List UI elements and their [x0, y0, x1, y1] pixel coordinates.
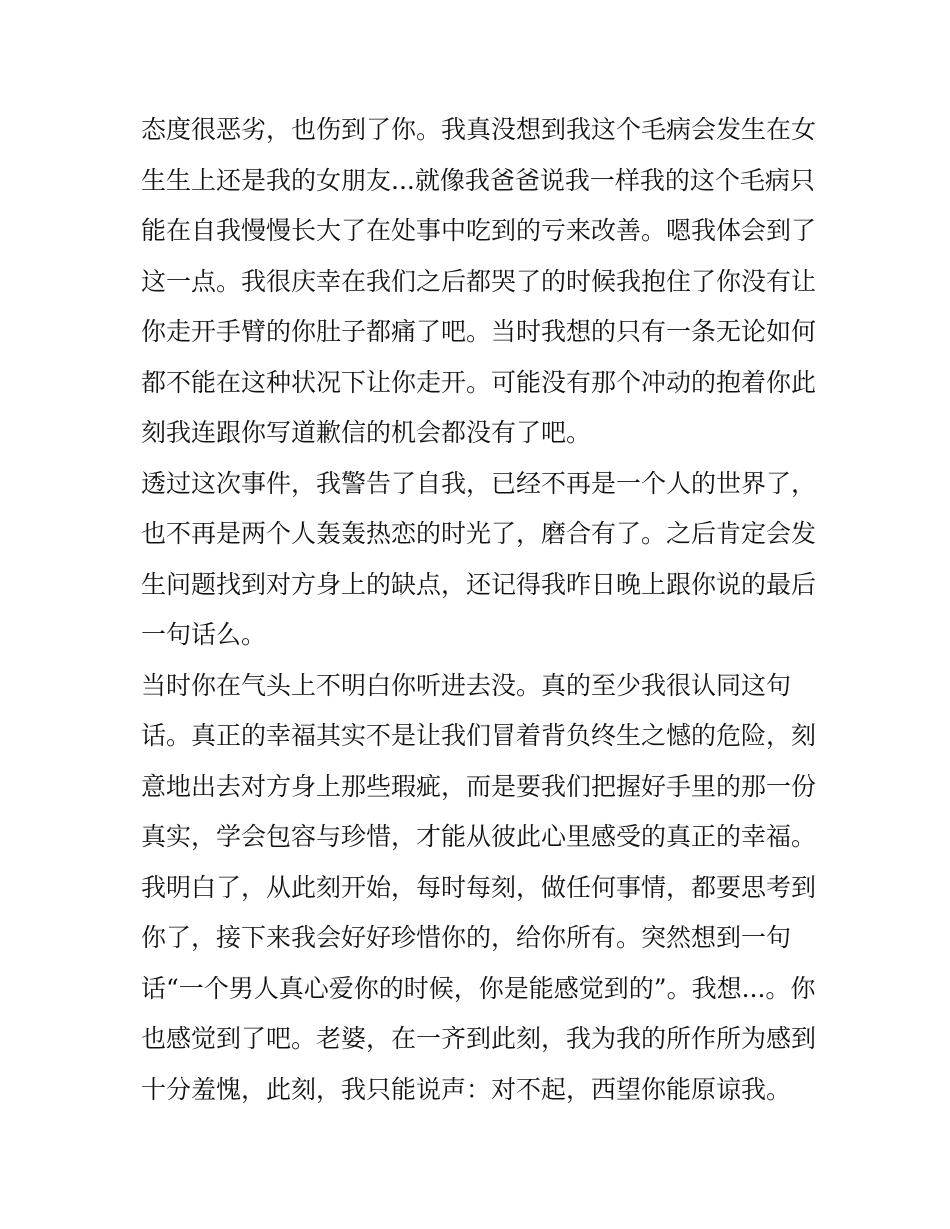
text-line-20: 十分羞愧，此刻，我只能说声：对不起，西望你能原谅我。	[141, 1075, 792, 1104]
text-line-16: 我明白了，从此刻开始，每时每刻，做任何事情，都要思考到	[141, 873, 817, 902]
text-line-1: 态度很恶劣，也伤到了你。我真没想到我这个毛病会发生在女	[141, 115, 817, 144]
text-line-9: 也不再是两个人轰轰热恋的时光了，磨合有了。之后肯定会发	[141, 519, 817, 548]
text-line-10: 生问题找到对方身上的缺点，还记得我昨日晚上跟你说的最后	[141, 570, 817, 599]
text-line-12: 当时你在气头上不明白你听进去没。真的至少我很认同这句	[141, 671, 792, 700]
text-line-3: 能在自我慢慢长大了在处事中吃到的亏来改善。嗯我体会到了	[141, 216, 817, 245]
text-line-6: 都不能在这种状况下让你走开。可能没有那个冲动的抱着你此	[141, 368, 817, 397]
text-line-5: 你走开手臂的你肚子都痛了吧。当时我想的只有一条无论如何	[141, 317, 817, 346]
text-line-7: 刻我连跟你写道歉信的机会都没有了吧。	[141, 418, 592, 447]
text-line-19: 也感觉到了吧。老婆，在一齐到此刻，我为我的所作所为感到	[141, 1024, 817, 1053]
text-line-11: 一句话么。	[141, 620, 267, 649]
text-line-2: 生生上还是我的女朋友...就像我爸爸说我一样我的这个毛病只	[141, 166, 815, 195]
text-line-8: 透过这次事件，我警告了自我，已经不再是一个人的世界了，	[141, 469, 817, 498]
text-line-14: 意地出去对方身上那些瑕疵，而是要我们把握好手里的那一份	[141, 772, 817, 801]
text-line-17: 你了，接下来我会好好珍惜你的，给你所有。突然想到一句	[141, 923, 792, 952]
text-line-15: 真实，学会包容与珍惜，才能从彼此心里感受的真正的幸福。	[141, 822, 817, 851]
text-line-4: 这一点。我很庆幸在我们之后都哭了的时候我抱住了你没有让	[141, 267, 817, 296]
text-line-13: 话。真正的幸福其实不是让我们冒着背负终生之憾的危险，刻	[141, 721, 817, 750]
text-line-18: 话“一个男人真心爱你的时候，你是能感觉到的”。我想...。你	[141, 974, 816, 1003]
